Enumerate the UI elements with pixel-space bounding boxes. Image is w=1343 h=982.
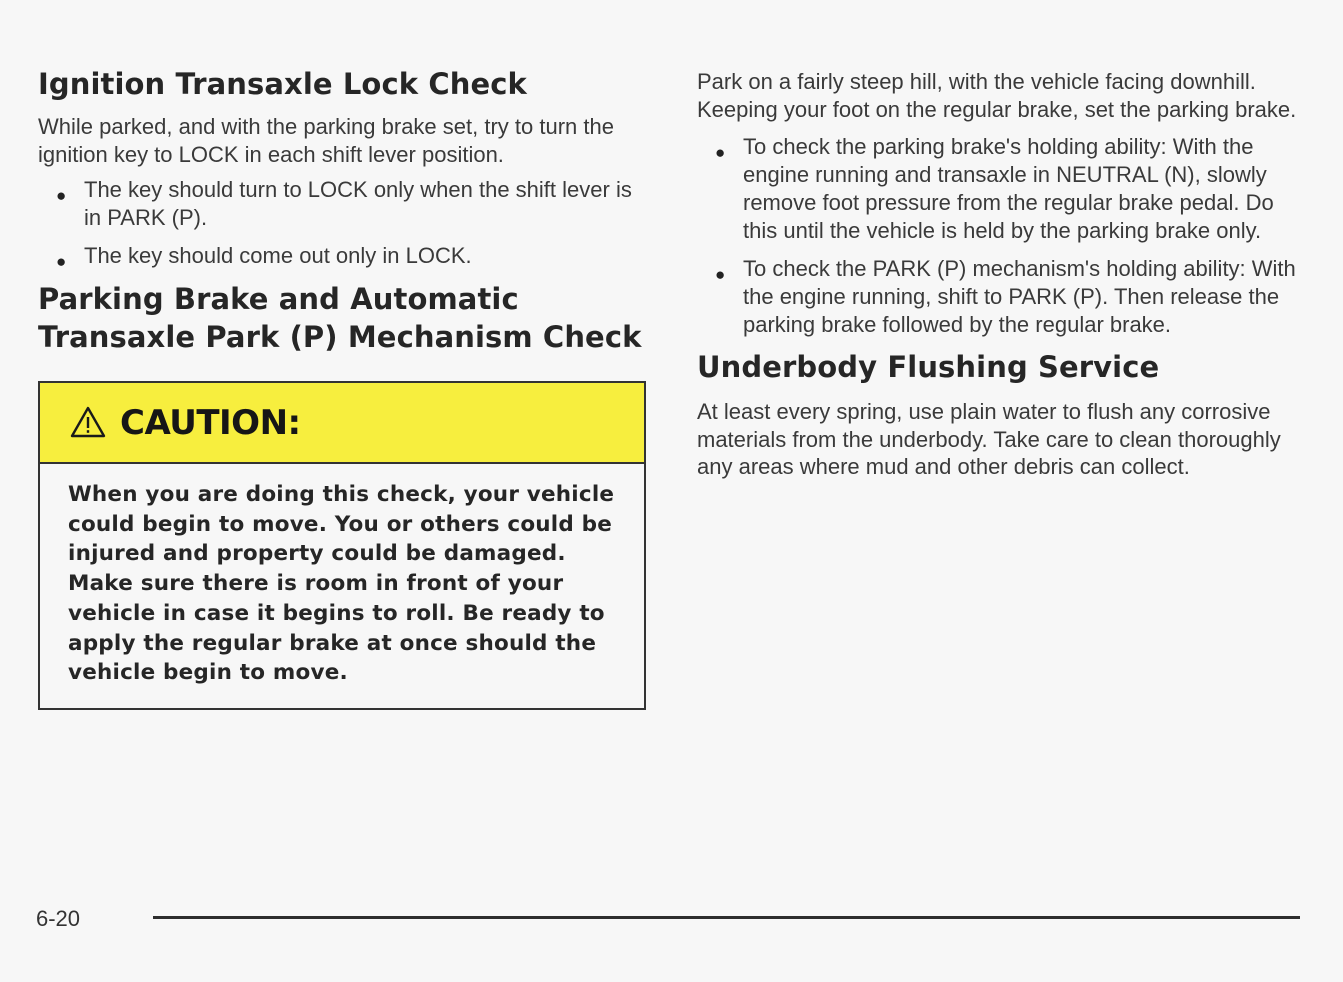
parking-heading: Parking Brake and Automatic Transaxle Park (P) Mechanism Check	[38, 282, 642, 354]
caution-box	[38, 381, 646, 710]
right-column	[697, 68, 1307, 481]
list-item	[56, 242, 650, 271]
caution-label: CAUTION:	[120, 402, 301, 443]
park-paragraph: Park on a fairly steep hill, with the vehicle facing downhill. Keeping your foot on the regular brake, set the parking brake.	[697, 69, 1297, 122]
ignition-heading: Ignition Transaxle Lock Check	[38, 67, 527, 101]
list-item	[56, 176, 650, 232]
bullet-icon: ●	[56, 252, 67, 271]
ignition-bullet-list	[38, 176, 650, 270]
caution-header	[40, 383, 644, 464]
bullet-icon: ●	[715, 265, 726, 284]
bullet-icon: ●	[715, 143, 726, 162]
ignition-paragraph: While parked, and with the parking brake set, try to turn the ignition key to LOCK in each shift lever position.	[38, 114, 614, 167]
list-item-text: To check the parking brake's holding ability: With the engine running and transaxle in NEUTRAL (N), slowly remove foot pressure from the regular brake pedal. Do this until the vehicle is held by the parking brake only.	[743, 134, 1274, 243]
page-number: 6-20	[36, 906, 81, 931]
park-bullet-list	[697, 133, 1307, 339]
caution-text: When you are doing this check, your vehicle could begin to move. You or others could be injured and property could be damaged. Make sure there is room in front of your vehicle in case it begins to roll. Be ready to apply the regular brake at once should the vehicle begin to move.	[68, 482, 615, 686]
left-column	[38, 66, 650, 710]
underbody-heading: Underbody Flushing Service	[697, 350, 1160, 384]
bullet-icon: ●	[56, 186, 67, 205]
list-item-text: The key should turn to LOCK only when the shift lever is in PARK (P).	[84, 177, 632, 230]
list-item	[715, 255, 1307, 339]
list-item-text: The key should come out only in LOCK.	[84, 243, 472, 268]
underbody-paragraph: At least every spring, use plain water to flush any corrosive materials from the underbody. Take care to clean thoroughly any areas where mud and other debris can collect.	[697, 399, 1281, 479]
warning-triangle-icon	[70, 406, 106, 438]
list-item	[715, 133, 1307, 245]
footer-divider	[153, 916, 1300, 919]
list-item-text: To check the PARK (P) mechanism's holding ability: With the engine running, shift to PARK (P). Then release the parking brake followed by the regular brake.	[743, 256, 1296, 337]
